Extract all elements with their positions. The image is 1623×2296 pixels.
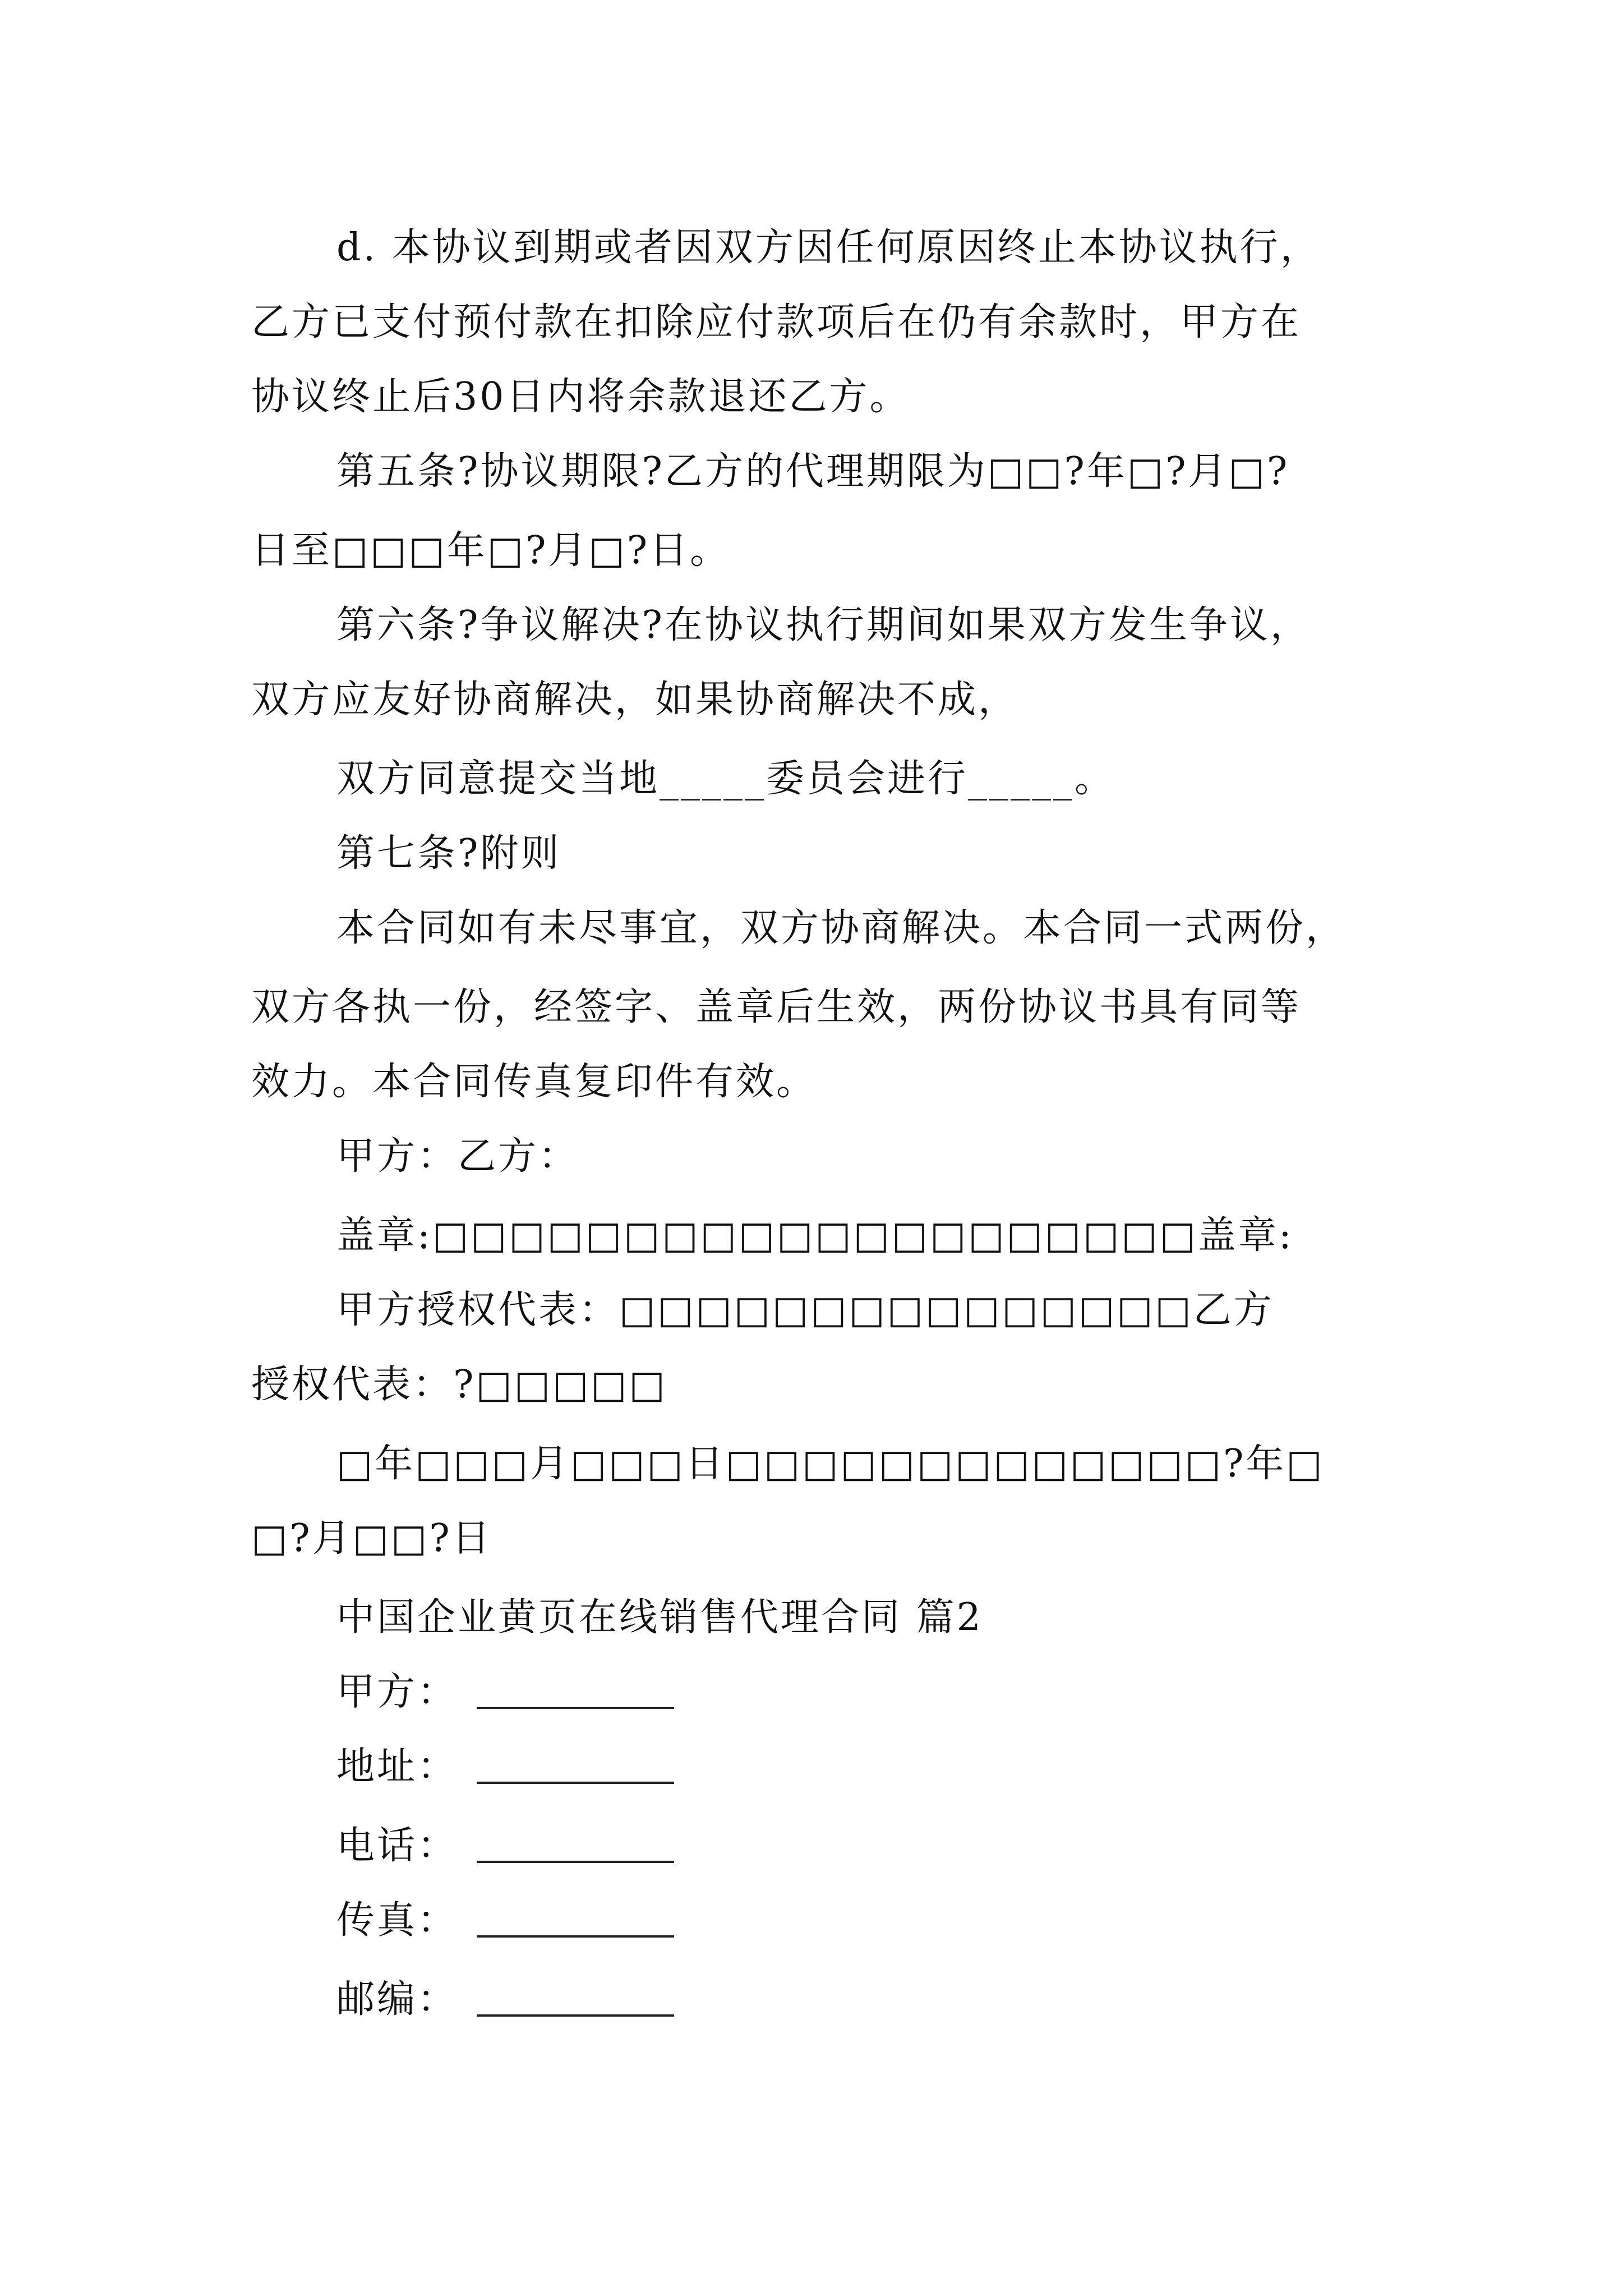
party-labels-line: 甲方：乙方：	[336, 1134, 579, 1179]
contract-title-part-2: 中国企业黄页在线销售代理合同 篇2	[336, 1595, 983, 1640]
fill-blank	[477, 1782, 674, 1784]
article-5-line: 第五条?协议期限?乙方的代理期限为□□?年□?月□?	[336, 449, 1290, 494]
article-7-heading: 第七条?附则	[336, 831, 561, 876]
representative-line-cont: 授权代表：?□□□□□	[251, 1363, 667, 1407]
field-label: 邮编：	[336, 1977, 458, 2022]
fill-blank	[477, 1935, 674, 1938]
paragraph-line: 效力。本合同传真复印件有效。	[251, 1060, 817, 1104]
seal-line: 盖章:□□□□□□□□□□□□□□□□□□□□盖章:	[336, 1213, 1294, 1258]
field-label: 地址：	[336, 1745, 458, 1789]
representative-line: 甲方授权代表：□□□□□□□□□□□□□□□乙方	[336, 1288, 1274, 1332]
field-label: 甲方：	[336, 1670, 458, 1714]
paragraph-line: 日至□□□年□?月□?日。	[251, 528, 731, 573]
fill-blank	[477, 2014, 674, 2017]
field-phone	[336, 1824, 674, 1869]
paragraph-line: 双方各执一份，经签字、盖章后生效，两份协议书具有同等	[251, 985, 1302, 1029]
date-line-cont: □?月□□?日	[251, 1516, 492, 1561]
field-address	[336, 1745, 674, 1789]
field-label: 电话：	[336, 1824, 458, 1868]
paragraph-line: 协议终止后30日内将余款退还乙方。	[251, 375, 910, 419]
field-postcode	[336, 1977, 674, 2022]
fill-blank	[477, 1707, 674, 1709]
paragraph-line: 双方同意提交当地_____委员会进行_____。	[336, 757, 1115, 801]
paragraph-line: d. 本协议到期或者因双方因任何原因终止本协议执行，	[336, 226, 1321, 270]
article-6-line: 第六条?争议解决?在协议执行期间如果双方发生争议，	[336, 603, 1311, 647]
paragraph-line: 乙方已支付预付款在扣除应付款项后在仍有余款时，甲方在	[251, 300, 1302, 344]
field-party-a	[336, 1670, 674, 1715]
date-line: □年□□□月□□□日□□□□□□□□□□□□□?年□	[336, 1442, 1325, 1486]
field-fax	[336, 1898, 674, 1943]
field-label: 传真：	[336, 1898, 458, 1943]
fill-blank	[477, 1861, 674, 1863]
paragraph-line: 双方应友好协商解决，如果协商解决不成，	[251, 678, 1019, 722]
paragraph-line: 本合同如有未尽事宜，双方协商解决。本合同一式两份，	[336, 906, 1347, 950]
